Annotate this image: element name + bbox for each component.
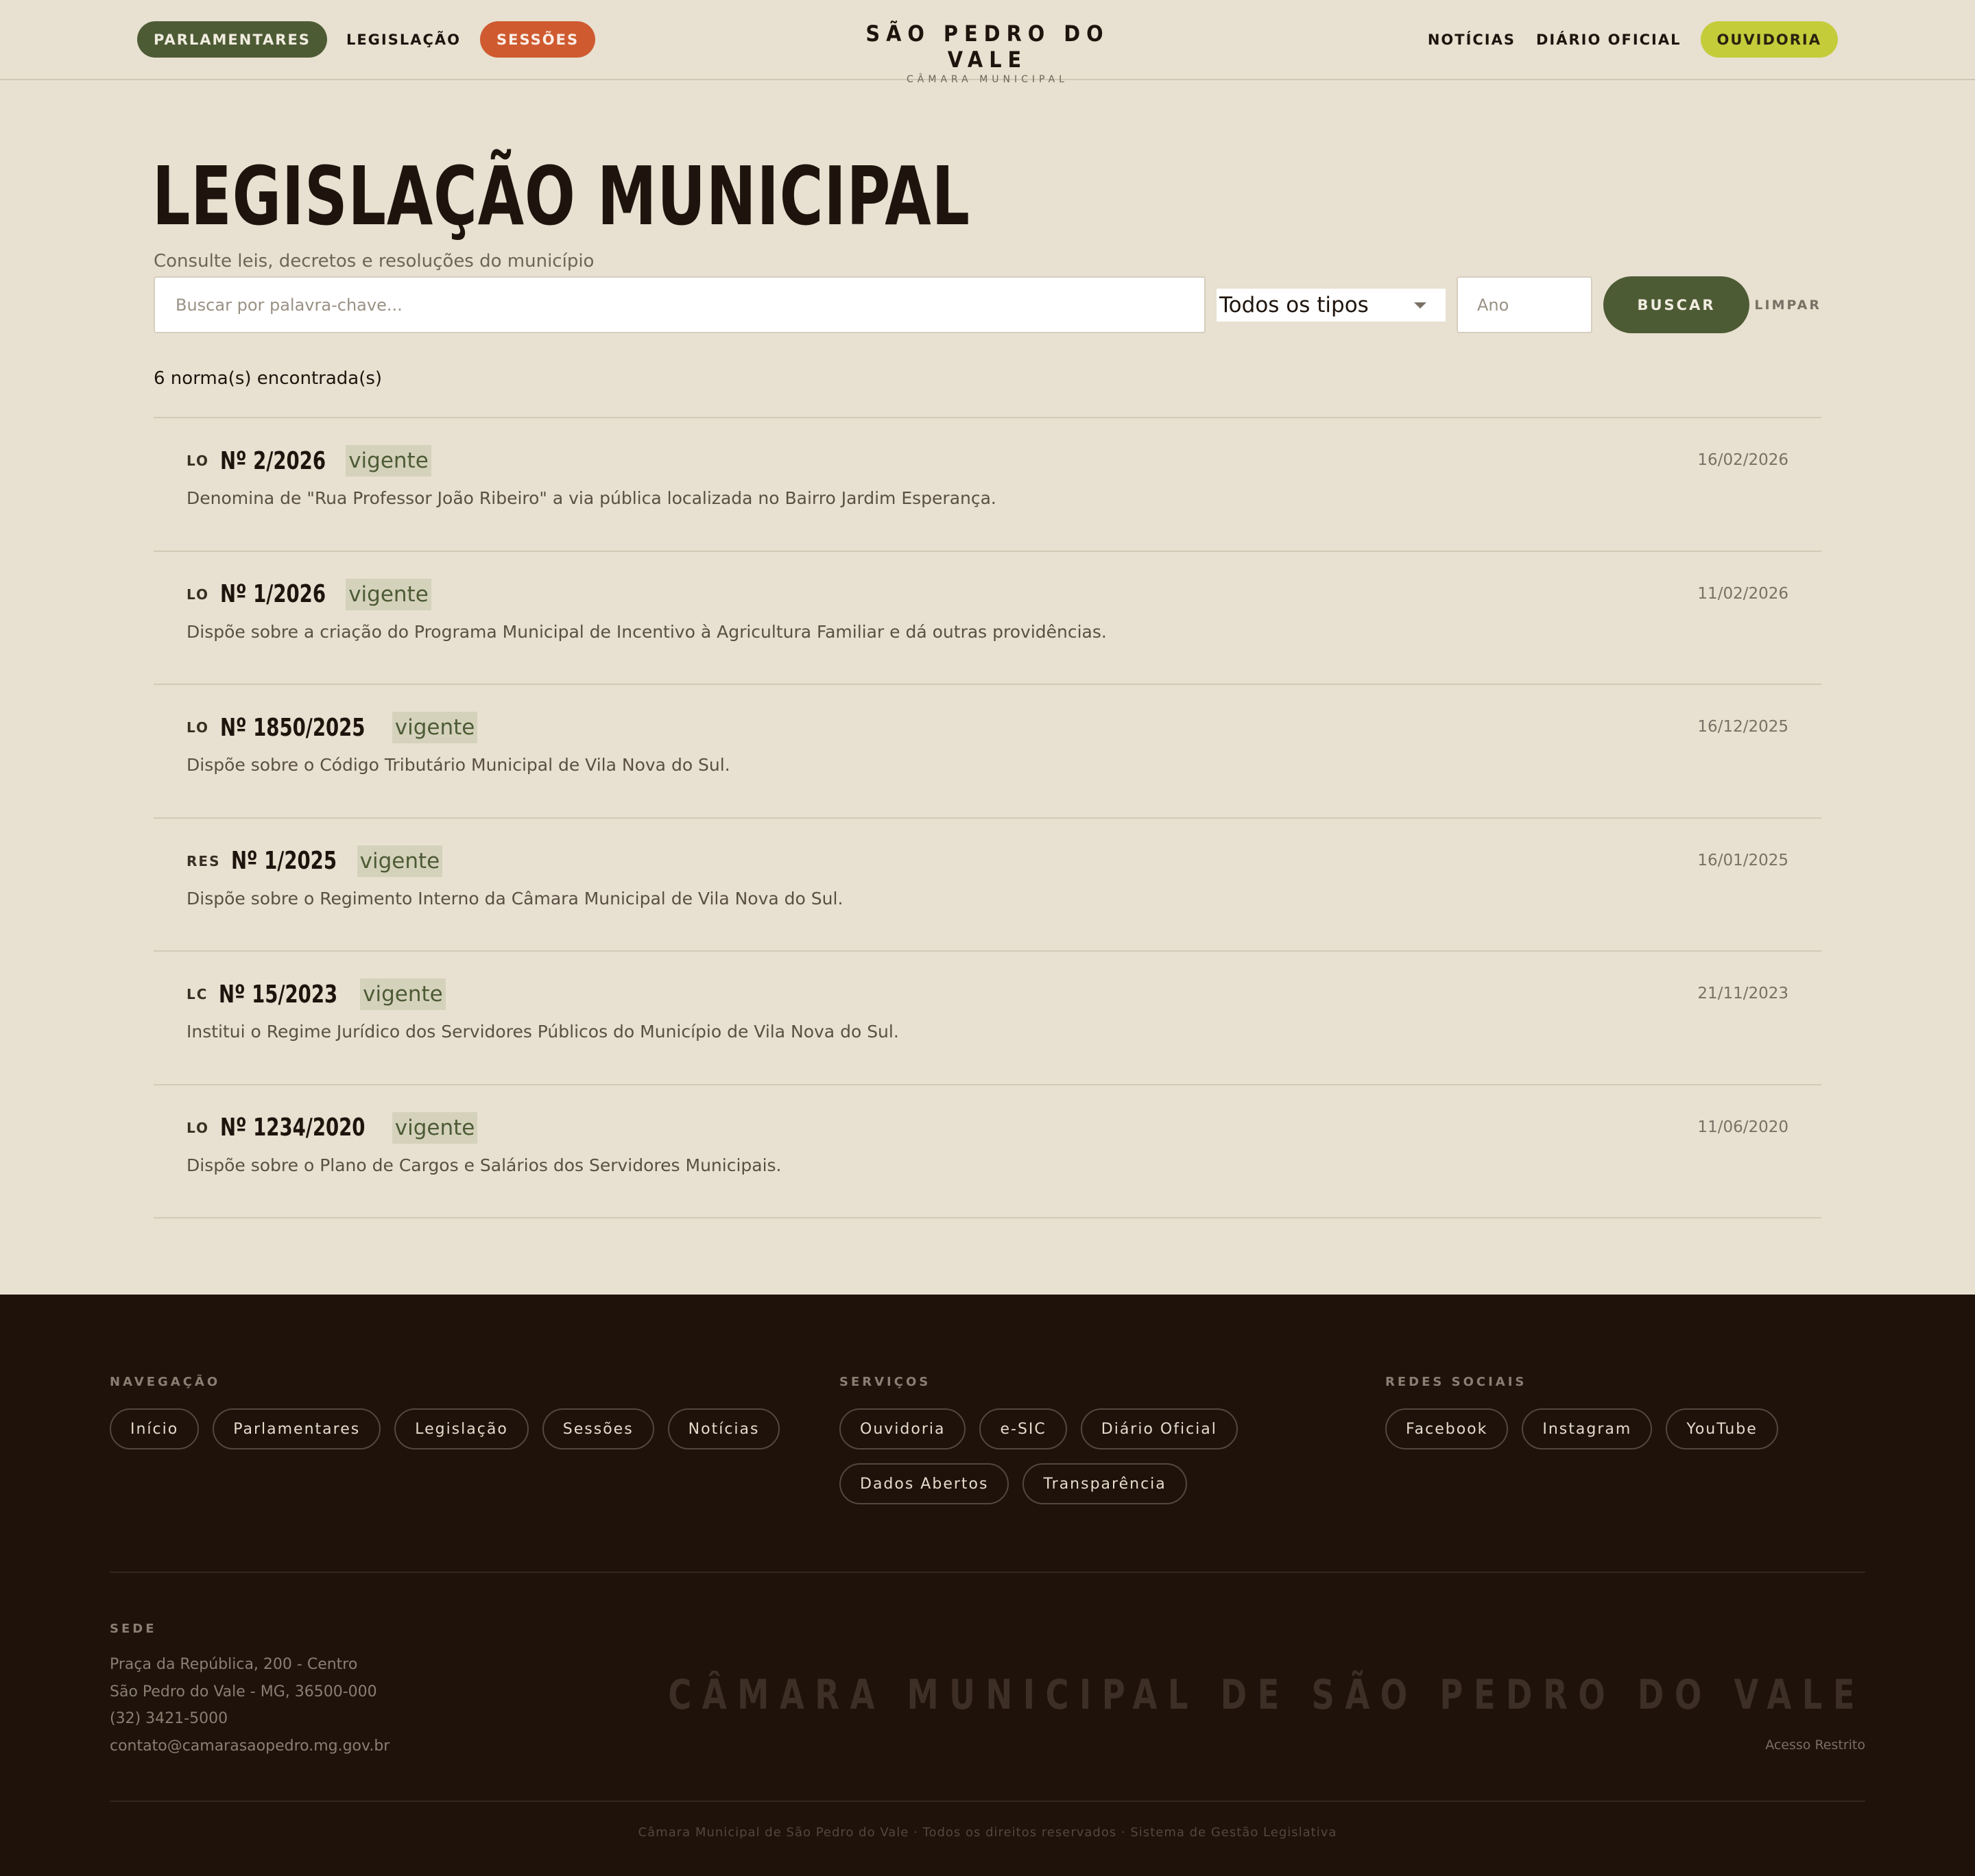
brand-subtitle: CÂMARA MUNICIPAL bbox=[907, 74, 1068, 85]
sede-heading: SEDE bbox=[110, 1622, 157, 1636]
footer-link-parlamentares[interactable]: Parlamentares bbox=[213, 1408, 381, 1450]
footer-divider-bottom bbox=[110, 1801, 1865, 1802]
site-logo[interactable] bbox=[864, 21, 1111, 85]
results-count: 6 norma(s) encontrada(s) bbox=[154, 368, 383, 389]
item-number: Nº 15/2023 bbox=[219, 980, 338, 1009]
item-type: LC bbox=[187, 986, 208, 1002]
list-item[interactable] bbox=[154, 952, 1821, 1085]
footer-link-ouvidoria[interactable]: Ouvidoria bbox=[839, 1408, 966, 1450]
item-header bbox=[187, 711, 477, 744]
item-type: LO bbox=[187, 719, 210, 736]
item-number: Nº 1/2025 bbox=[231, 847, 337, 875]
type-select-value: Todos os tipos bbox=[1219, 293, 1369, 317]
footer-link-inicio[interactable]: Início bbox=[110, 1408, 199, 1450]
footer-link-dados-abertos[interactable]: Dados Abertos bbox=[839, 1463, 1009, 1504]
search-button[interactable]: BUSCAR bbox=[1603, 276, 1749, 333]
sede-city: São Pedro do Vale - MG, 36500-000 bbox=[110, 1683, 377, 1700]
list-item[interactable] bbox=[154, 685, 1821, 819]
list-item[interactable] bbox=[154, 819, 1821, 952]
primary-nav-left bbox=[137, 21, 595, 58]
site-footer bbox=[0, 1295, 1975, 1876]
item-header bbox=[187, 444, 431, 477]
status-badge: vigente bbox=[346, 445, 431, 477]
nav-ouvidoria[interactable]: OUVIDORIA bbox=[1701, 21, 1839, 58]
footer-link-transparencia[interactable]: Transparência bbox=[1022, 1463, 1186, 1504]
sede-phone: (32) 3421-5000 bbox=[110, 1710, 228, 1727]
nav-sessoes[interactable]: SESSÕES bbox=[480, 21, 595, 58]
item-date: 11/06/2020 bbox=[1697, 1118, 1788, 1136]
primary-nav-right bbox=[1426, 21, 1838, 58]
status-badge: vigente bbox=[360, 978, 446, 1010]
item-description: Dispõe sobre a criação do Programa Municipal de Incentivo à Agricultura Familiar e dá outras providências. bbox=[187, 621, 1107, 642]
sede-street: Praça da República, 200 - Centro bbox=[110, 1656, 358, 1673]
restricted-access-link[interactable]: Acesso Restrito bbox=[1765, 1737, 1865, 1753]
footer-services-heading: SERVIÇOS bbox=[839, 1375, 931, 1389]
footer-link-instagram[interactable]: Instagram bbox=[1522, 1408, 1652, 1450]
footer-link-facebook[interactable]: Facebook bbox=[1385, 1408, 1508, 1450]
search-form bbox=[154, 276, 1821, 333]
item-date: 16/12/2025 bbox=[1697, 718, 1788, 736]
item-date: 21/11/2023 bbox=[1697, 985, 1788, 1002]
keyword-search-input[interactable] bbox=[154, 276, 1206, 333]
legislation-list bbox=[154, 417, 1821, 1218]
footer-nav-links bbox=[110, 1408, 795, 1450]
copyright-text: Câmara Municipal de São Pedro do Vale · Todos os direitos reservados · Sistema de Gestão Legislativa bbox=[638, 1825, 1337, 1840]
item-header bbox=[187, 978, 446, 1011]
type-select[interactable] bbox=[1217, 289, 1446, 322]
item-description: Dispõe sobre o Código Tributário Municipal de Vila Nova do Sul. bbox=[187, 755, 730, 775]
nav-parlamentares[interactable]: PARLAMENTARES bbox=[137, 21, 327, 58]
footer-institution-name: CÂMARA MUNICIPAL DE SÃO PEDRO DO VALE bbox=[668, 1671, 1865, 1719]
item-date: 16/01/2025 bbox=[1697, 851, 1788, 869]
status-badge: vigente bbox=[392, 712, 478, 743]
page-title: LEGISLAÇÃO MUNICIPAL bbox=[152, 149, 970, 243]
footer-link-youtube[interactable]: YouTube bbox=[1666, 1408, 1777, 1450]
item-type: LO bbox=[187, 453, 210, 469]
item-header bbox=[187, 845, 442, 878]
footer-social-links bbox=[1385, 1408, 1865, 1450]
item-date: 16/02/2026 bbox=[1697, 451, 1788, 469]
footer-link-diario-oficial[interactable]: Diário Oficial bbox=[1081, 1408, 1238, 1450]
item-description: Denomina de "Rua Professor João Ribeiro" a via pública localizada no Bairro Jardim Esperança. bbox=[187, 488, 996, 508]
sede-address bbox=[110, 1651, 390, 1759]
item-date: 11/02/2026 bbox=[1697, 584, 1788, 603]
item-number: Nº 2/2026 bbox=[220, 446, 326, 475]
status-badge: vigente bbox=[392, 1112, 478, 1144]
list-item[interactable] bbox=[154, 552, 1821, 686]
footer-link-esic[interactable]: e-SIC bbox=[979, 1408, 1066, 1450]
nav-noticias[interactable]: NOTÍCIAS bbox=[1427, 31, 1516, 48]
nav-legislacao[interactable]: LEGISLAÇÃO bbox=[346, 31, 461, 48]
footer-link-legislacao[interactable]: Legislação bbox=[394, 1408, 529, 1450]
footer-divider bbox=[110, 1572, 1865, 1573]
item-number: Nº 1/2026 bbox=[220, 580, 326, 608]
footer-nav-heading: NAVEGAÇÃO bbox=[110, 1375, 221, 1389]
item-header bbox=[187, 1111, 477, 1144]
item-type: RES bbox=[187, 852, 221, 869]
item-type: LO bbox=[187, 1119, 210, 1136]
item-number: Nº 1234/2020 bbox=[220, 1114, 366, 1142]
list-item[interactable] bbox=[154, 418, 1821, 552]
top-navigation-bar bbox=[0, 0, 1975, 85]
item-description: Dispõe sobre o Regimento Interno da Câmara Municipal de Vila Nova do Sul. bbox=[187, 888, 843, 909]
footer-services-links bbox=[839, 1408, 1278, 1504]
status-badge: vigente bbox=[346, 579, 431, 610]
item-description: Dispõe sobre o Plano de Cargos e Salários dos Servidores Municipais. bbox=[187, 1155, 782, 1175]
footer-link-noticias[interactable]: Notícias bbox=[668, 1408, 780, 1450]
list-item[interactable] bbox=[154, 1085, 1821, 1219]
item-type: LO bbox=[187, 586, 210, 603]
item-number: Nº 1850/2025 bbox=[220, 713, 366, 742]
brand-name: SÃO PEDRO DO VALE bbox=[865, 21, 1110, 73]
sede-email[interactable]: contato@camarasaopedro.mg.gov.br bbox=[110, 1737, 390, 1755]
status-badge: vigente bbox=[357, 845, 443, 877]
item-header bbox=[187, 578, 431, 611]
footer-social-heading: REDES SOCIAIS bbox=[1385, 1375, 1527, 1389]
item-description: Institui o Regime Jurídico dos Servidores Públicos do Município de Vila Nova do Sul. bbox=[187, 1022, 899, 1042]
nav-diario-oficial[interactable]: DIÁRIO OFICIAL bbox=[1535, 31, 1681, 48]
year-input[interactable] bbox=[1457, 276, 1592, 333]
clear-button[interactable]: LIMPAR bbox=[1754, 297, 1821, 313]
page-subtitle: Consulte leis, decretos e resoluções do município bbox=[154, 251, 595, 272]
chevron-down-icon bbox=[1414, 302, 1426, 309]
footer-link-sessoes[interactable]: Sessões bbox=[542, 1408, 654, 1450]
